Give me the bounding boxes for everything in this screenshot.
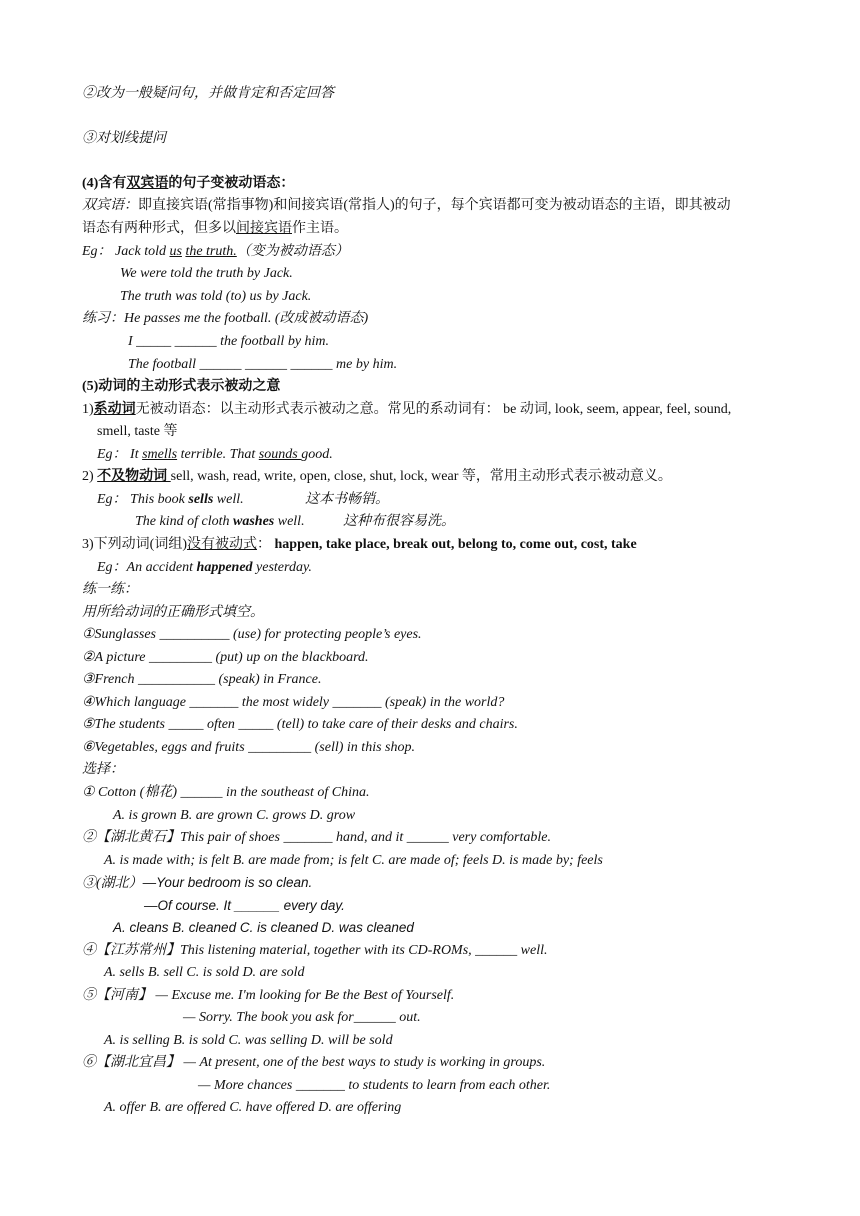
point-2-example-1: Eg： This book sells well. 这本书畅销。 [97, 492, 389, 507]
fill-item: ⑥Vegetables, eggs and fruits _________ (sell) in this shop. [82, 740, 415, 755]
point-1-linking-verbs: 1)系动词无被动语态：以主动形式表示被动之意。常见的系动词有： be 动词, look, seem, appear, feel, sound, [82, 402, 732, 417]
example-1-answer-1: We were told the truth by Jack. [120, 266, 293, 281]
point-2-intransitive-verbs: 2) 不及物动词 sell, wash, read, write, open, close, shut, lock, wear 等，常用主动形式表示被动意义。 [82, 469, 672, 484]
exercise-1-blank-2: The football ______ ______ ______ me by him. [128, 357, 398, 372]
exercise-1: 练习：He passes me the football. (改成被动语态) [82, 311, 369, 326]
question-3-options: A. cleans B. cleaned C. is cleaned D. was cleaned [113, 920, 414, 935]
question-2-options: A. is made with; is felt B. are made from; is felt C. are made of; feels D. is made by; feels [104, 853, 603, 868]
question-5-reply: — Sorry. The book you ask for______ out. [183, 1010, 421, 1025]
fill-item: ②A picture _________ (put) up on the blackboard. [82, 650, 369, 665]
section-4-heading: (4)含有双宾语的句子变被动语态： [82, 176, 295, 191]
question-3-reply: —Of course. It ______ every day. [144, 898, 345, 913]
point-3-example: Eg：An accident happened yesterday. [97, 560, 312, 575]
instruction-yes-no-question: ②改为一般疑问句，并做肯定和否定回答 [82, 86, 334, 101]
fill-in-instructions: 用所给动词的正确形式填空。 [82, 605, 264, 620]
point-1-example: Eg： It smells terrible. That sounds good. [97, 447, 333, 462]
point-1-cont: smell, taste 等 [97, 424, 178, 439]
fill-item: ④Which language _______ the most widely _______ (speak) in the world? [82, 695, 505, 710]
question-6-options: A. offer B. are offered C. have offered D. are offering [104, 1100, 402, 1115]
exercise-1-blank-1: I _____ ______ the football by him. [128, 334, 330, 349]
practice-label: 练一练： [82, 582, 138, 597]
question-5: ⑤【河南】 — Excuse me. I'm looking for Be the Best of Yourself. [82, 988, 455, 1003]
choice-label: 选择： [82, 762, 124, 777]
point-2-example-2: The kind of cloth washes well. 这种布很容易洗。 [135, 514, 455, 529]
fill-item: ③French ___________ (speak) in France. [82, 672, 322, 687]
double-object-definition: 双宾语：即直接宾语(常指事物)和间接宾语(常指人)的句子，每个宾语都可变为被动语态的主语，即其被动 [82, 198, 731, 213]
question-3: ③(湖北）—Your bedroom is so clean. [82, 875, 313, 891]
question-6-reply: — More chances _______ to students to learn from each other. [198, 1078, 551, 1093]
question-5-options: A. is selling B. is sold C. was selling D. will be sold [104, 1033, 393, 1048]
fill-item: ⑤The students _____ often _____ (tell) to take care of their desks and chairs. [82, 717, 518, 732]
question-1: ① Cotton (棉花) ______ in the southeast of China. [82, 785, 370, 800]
question-4: ④【江苏常州】This listening material, together with its CD-ROMs, ______ well. [82, 943, 548, 958]
fill-item: ①Sunglasses __________ (use) for protecting people’s eyes. [82, 627, 422, 642]
instruction-underline-question: ③对划线提问 [82, 131, 166, 146]
question-6: ⑥【湖北宜昌】 — At present, one of the best ways to study is working in groups. [82, 1055, 546, 1070]
double-object-definition-cont: 语态有两种形式，但多以间接宾语作主语。 [82, 221, 348, 236]
question-2: ②【湖北黄石】This pair of shoes _______ hand, and it ______ very comfortable. [82, 830, 551, 845]
example-1: Eg： Jack told us the truth.（变为被动语态） [82, 244, 349, 259]
example-1-answer-2: The truth was told (to) us by Jack. [120, 289, 312, 304]
question-1-options: A. is grown B. are grown C. grows D. grow [113, 808, 356, 823]
point-3-no-passive: 3)下列动词(词组)没有被动式： happen, take place, break out, belong to, come out, cost, take [82, 537, 637, 552]
section-5-heading: (5)动词的主动形式表示被动之意 [82, 379, 281, 394]
question-4-options: A. sells B. sell C. is sold D. are sold [104, 965, 305, 980]
